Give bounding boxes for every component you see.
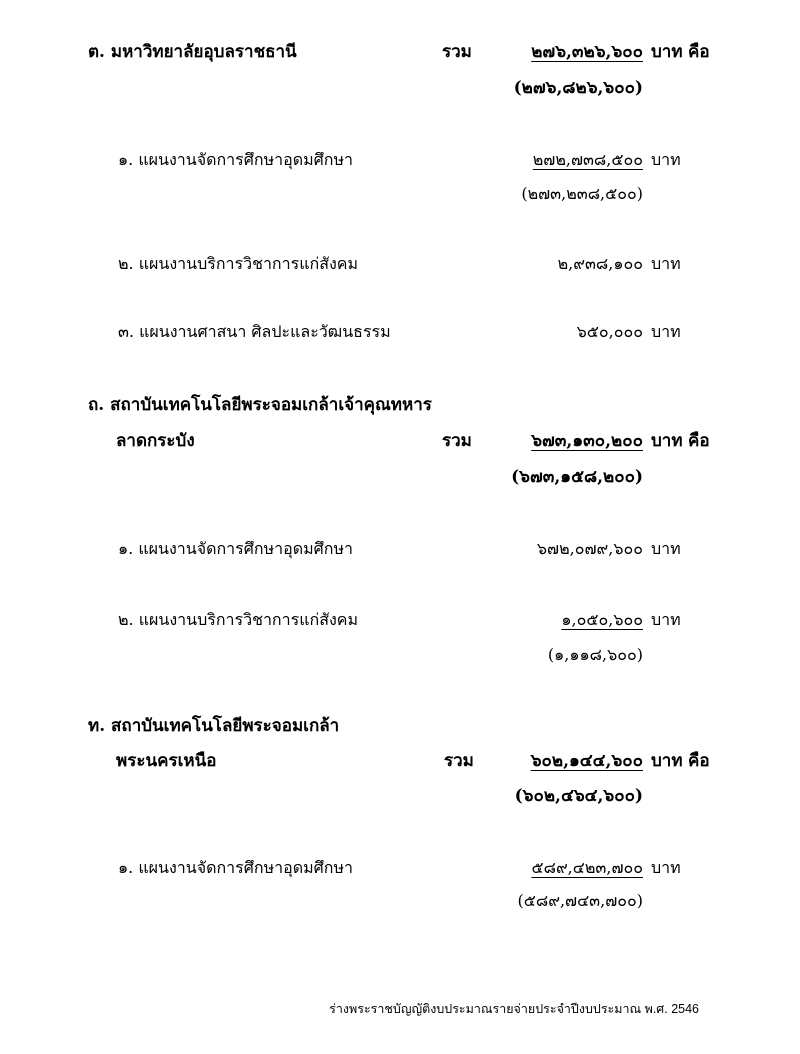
section-amount: ๖๗๓,๑๓๐,๒๐๐ (531, 431, 643, 451)
suffix-label: คือ (688, 751, 710, 771)
item-amount: ๕๘๙,๔๒๓,๗๐๐ (531, 858, 643, 877)
item-label: ๑. แผนงานจัดการศึกษาอุดมศึกษา (118, 150, 354, 169)
unit-label: บาท (651, 322, 681, 341)
suffix-label: คือ (688, 42, 710, 62)
item-amount: ๑,๐๕๐,๖๐๐ (561, 610, 643, 629)
unit-label: บาท (651, 751, 683, 771)
unit-label: บาท (651, 610, 681, 629)
item-amount: ๒๗๒,๗๓๘,๕๐๐ (532, 150, 643, 169)
revised-amount: (๖๐๒,๔๖๔,๖๐๐) (514, 786, 643, 806)
item-label: ๑. แผนงานจัดการศึกษาอุดมศึกษา (118, 539, 354, 558)
unit-label: บาท (651, 42, 683, 62)
total-label: รวม (442, 431, 472, 451)
revised-amount: (๖๗๓,๑๕๘,๒๐๐) (511, 467, 643, 487)
revised-amount: (๒๗๖,๘๒๖,๖๐๐) (513, 78, 643, 98)
revised-amount: (๒๗๓,๒๓๘,๕๐๐) (521, 184, 643, 203)
section-amount: ๖๐๒,๑๔๔,๖๐๐ (530, 751, 643, 771)
item-amount: ๒,๙๓๘,๑๐๐ (557, 254, 643, 273)
item-label: ๒. แผนงานบริการวิชาการแก่สังคม (118, 610, 359, 629)
unit-label: บาท (651, 858, 681, 877)
item-amount: ๖๗๒,๐๗๙,๖๐๐ (536, 539, 643, 558)
suffix-label: คือ (688, 431, 710, 451)
section-heading: ต. มหาวิทยาลัยอุบลราชธานี (88, 42, 297, 62)
section-heading-continued: ลาดกระบัง (116, 431, 195, 451)
unit-label: บาท (651, 254, 681, 273)
section-amount: ๒๗๖,๓๒๖,๖๐๐ (531, 42, 643, 62)
item-label: ๓. แผนงานศาสนา ศิลปะและวัฒนธรรม (118, 322, 391, 341)
section-heading: ท. สถาบันเทคโนโลยีพระจอมเกล้า (88, 716, 340, 736)
item-amount: ๖๕๐,๐๐๐ (576, 322, 643, 341)
total-label: รวม (444, 751, 474, 771)
item-label: ๒. แผนงานบริการวิชาการแก่สังคม (118, 254, 359, 273)
unit-label: บาท (651, 539, 681, 558)
revised-amount: (๕๘๙,๗๔๓,๗๐๐) (517, 891, 643, 910)
page-footer: ร่างพระราชบัญญัติงบประมาณรายจ่ายประจำปีงบประมาณ พ.ศ. 2546 (329, 1002, 699, 1016)
revised-amount: (๑,๑๑๘,๖๐๐) (547, 645, 643, 664)
section-heading-continued: พระนครเหนือ (116, 751, 217, 771)
total-label: รวม (442, 42, 472, 62)
unit-label: บาท (651, 150, 681, 169)
item-label: ๑. แผนงานจัดการศึกษาอุดมศึกษา (118, 858, 354, 877)
section-heading: ถ. สถาบันเทคโนโลยีพระจอมเกล้าเจ้าคุณทหาร (88, 395, 432, 415)
unit-label: บาท (651, 431, 683, 451)
